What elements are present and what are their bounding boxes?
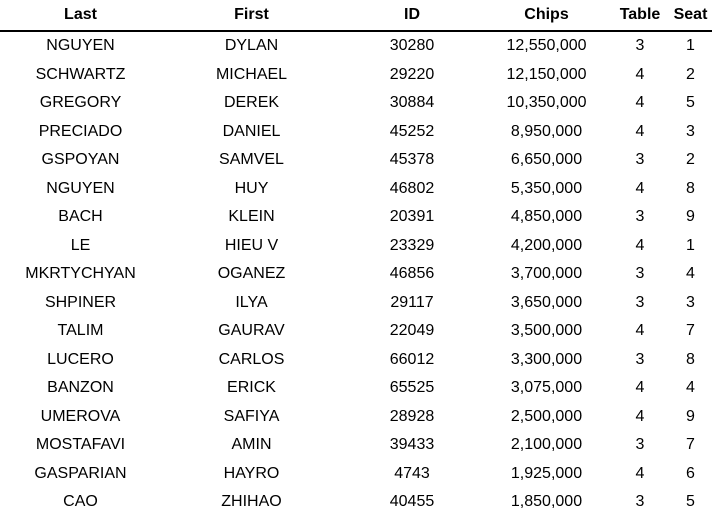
table-number-cell: 4 xyxy=(635,94,645,112)
chips-cell: 2,500,000 xyxy=(510,407,583,425)
first-name-cell: KLEIN xyxy=(228,208,275,226)
last-name-cell: BACH xyxy=(58,208,103,226)
table-header xyxy=(0,0,712,31)
last-name-cell: CAO xyxy=(63,493,98,511)
player-id-cell: 28928 xyxy=(389,407,435,425)
table-number-cell: 3 xyxy=(635,493,645,511)
chips-cell: 4,850,000 xyxy=(510,208,583,226)
table-row xyxy=(0,431,712,460)
seat-number-cell: 6 xyxy=(686,464,695,482)
column-header-seat: Seat xyxy=(669,0,712,31)
table-row xyxy=(0,89,712,118)
chips-cell: 3,650,000 xyxy=(510,293,583,311)
last-name-cell: MKRTYCHYAN xyxy=(25,265,136,283)
last-name-cell: NGUYEN xyxy=(46,179,115,197)
first-name-cell: ZHIHAO xyxy=(221,493,282,511)
first-name-cell: SAMVEL xyxy=(219,151,284,169)
table-row xyxy=(0,31,712,61)
table-number-cell: 3 xyxy=(635,265,645,283)
first-name-cell: MICHAEL xyxy=(215,65,288,83)
table-number-cell: 4 xyxy=(635,464,645,482)
table-number-cell: 4 xyxy=(635,407,645,425)
table-number-cell: 3 xyxy=(635,208,645,226)
player-id-cell: 20391 xyxy=(389,208,435,226)
last-name-cell: LE xyxy=(70,236,91,254)
table-number-cell: 3 xyxy=(635,293,645,311)
first-name-cell: SAFIYA xyxy=(223,407,280,425)
last-name-cell: UMEROVA xyxy=(40,407,121,425)
table-row xyxy=(0,260,712,289)
player-id-cell: 45378 xyxy=(389,151,435,169)
table-body xyxy=(0,31,712,517)
table-number-cell: 3 xyxy=(635,37,645,55)
header-row xyxy=(0,0,712,31)
table-number-cell: 4 xyxy=(635,65,645,83)
table-number-cell: 4 xyxy=(635,179,645,197)
seat-number-cell: 8 xyxy=(686,350,695,368)
seat-number-cell: 4 xyxy=(686,379,695,397)
seat-number-cell: 8 xyxy=(686,179,695,197)
chips-cell: 4,200,000 xyxy=(510,236,583,254)
player-id-cell: 29220 xyxy=(389,65,435,83)
player-id-cell: 45252 xyxy=(389,122,435,140)
chips-cell: 3,300,000 xyxy=(510,350,583,368)
last-name-cell: GSPOYAN xyxy=(41,151,120,169)
column-header-first: First xyxy=(161,0,342,31)
seat-number-cell: 5 xyxy=(686,493,695,511)
first-name-cell: DYLAN xyxy=(224,37,279,55)
player-id-cell: 23329 xyxy=(389,236,435,254)
last-name-cell: NGUYEN xyxy=(46,37,115,55)
player-id-cell: 40455 xyxy=(389,493,435,511)
first-name-cell: GAURAV xyxy=(218,322,285,340)
table-row xyxy=(0,346,712,375)
chips-cell: 2,100,000 xyxy=(510,436,583,454)
last-name-cell: TALIM xyxy=(57,322,104,340)
first-name-cell: ILYA xyxy=(235,293,268,311)
seat-number-cell: 2 xyxy=(686,65,695,83)
chips-cell: 1,850,000 xyxy=(510,493,583,511)
table-number-cell: 4 xyxy=(635,236,645,254)
first-name-cell: HAYRO xyxy=(223,464,280,482)
column-header-last: Last xyxy=(0,0,161,31)
first-name-cell: DANIEL xyxy=(222,122,281,140)
column-header-id: ID xyxy=(342,0,482,31)
first-name-cell: HUY xyxy=(234,179,269,197)
seat-number-cell: 3 xyxy=(686,122,695,140)
table-number-cell: 4 xyxy=(635,379,645,397)
table-row xyxy=(0,374,712,403)
last-name-cell: GREGORY xyxy=(39,94,122,112)
table-row xyxy=(0,203,712,232)
player-id-cell: 30884 xyxy=(389,94,435,112)
seat-number-cell: 2 xyxy=(686,151,695,169)
chips-cell: 8,950,000 xyxy=(510,122,583,140)
seat-number-cell: 1 xyxy=(686,236,695,254)
first-name-cell: HIEU V xyxy=(224,236,279,254)
chips-cell: 12,550,000 xyxy=(506,37,587,55)
table-row xyxy=(0,61,712,90)
table-row xyxy=(0,460,712,489)
seat-number-cell: 1 xyxy=(686,37,695,55)
seat-number-cell: 3 xyxy=(686,293,695,311)
player-id-cell: 22049 xyxy=(389,322,435,340)
last-name-cell: BANZON xyxy=(47,379,114,397)
player-id-cell: 66012 xyxy=(389,350,435,368)
table-row xyxy=(0,118,712,147)
chips-cell: 3,500,000 xyxy=(510,322,583,340)
last-name-cell: SHPINER xyxy=(44,293,117,311)
first-name-cell: ERICK xyxy=(227,379,276,397)
last-name-cell: MOSTAFAVI xyxy=(35,436,126,454)
chips-cell: 5,350,000 xyxy=(510,179,583,197)
table-number-cell: 4 xyxy=(635,322,645,340)
table-number-cell: 3 xyxy=(635,151,645,169)
column-header-table: Table xyxy=(611,0,669,31)
chips-cell: 3,700,000 xyxy=(510,265,583,283)
chips-cell: 1,925,000 xyxy=(510,464,583,482)
player-id-cell: 46802 xyxy=(389,179,435,197)
first-name-cell: OGANEZ xyxy=(217,265,286,283)
table-row xyxy=(0,317,712,346)
seat-number-cell: 9 xyxy=(686,208,695,226)
seat-number-cell: 5 xyxy=(686,94,695,112)
player-id-cell: 39433 xyxy=(389,436,435,454)
player-id-cell: 46856 xyxy=(389,265,435,283)
last-name-cell: PRECIADO xyxy=(38,122,123,140)
table-number-cell: 4 xyxy=(635,122,645,140)
chips-cell: 3,075,000 xyxy=(510,379,583,397)
player-id-cell: 29117 xyxy=(390,293,434,311)
seat-number-cell: 7 xyxy=(686,322,695,340)
table-row xyxy=(0,232,712,261)
seat-number-cell: 7 xyxy=(686,436,695,454)
last-name-cell: GASPARIAN xyxy=(34,464,127,482)
table-number-cell: 3 xyxy=(635,436,645,454)
player-id-cell: 30280 xyxy=(389,37,435,55)
table-number-cell: 3 xyxy=(635,350,645,368)
chips-cell: 6,650,000 xyxy=(510,151,583,169)
table-row xyxy=(0,488,712,517)
player-id-cell: 4743 xyxy=(394,464,430,482)
column-header-chips: Chips xyxy=(482,0,611,31)
first-name-cell: DEREK xyxy=(223,94,280,112)
last-name-cell: LUCERO xyxy=(47,350,114,368)
table-row xyxy=(0,175,712,204)
chips-cell: 12,150,000 xyxy=(506,65,587,83)
first-name-cell: AMIN xyxy=(231,436,272,454)
last-name-cell: SCHWARTZ xyxy=(35,65,126,83)
seat-number-cell: 4 xyxy=(686,265,695,283)
table-row xyxy=(0,403,712,432)
player-id-cell: 65525 xyxy=(389,379,435,397)
seat-number-cell: 9 xyxy=(686,407,695,425)
first-name-cell: CARLOS xyxy=(218,350,285,368)
table-row xyxy=(0,146,712,175)
chips-cell: 10,350,000 xyxy=(506,94,587,112)
table-row xyxy=(0,289,712,318)
